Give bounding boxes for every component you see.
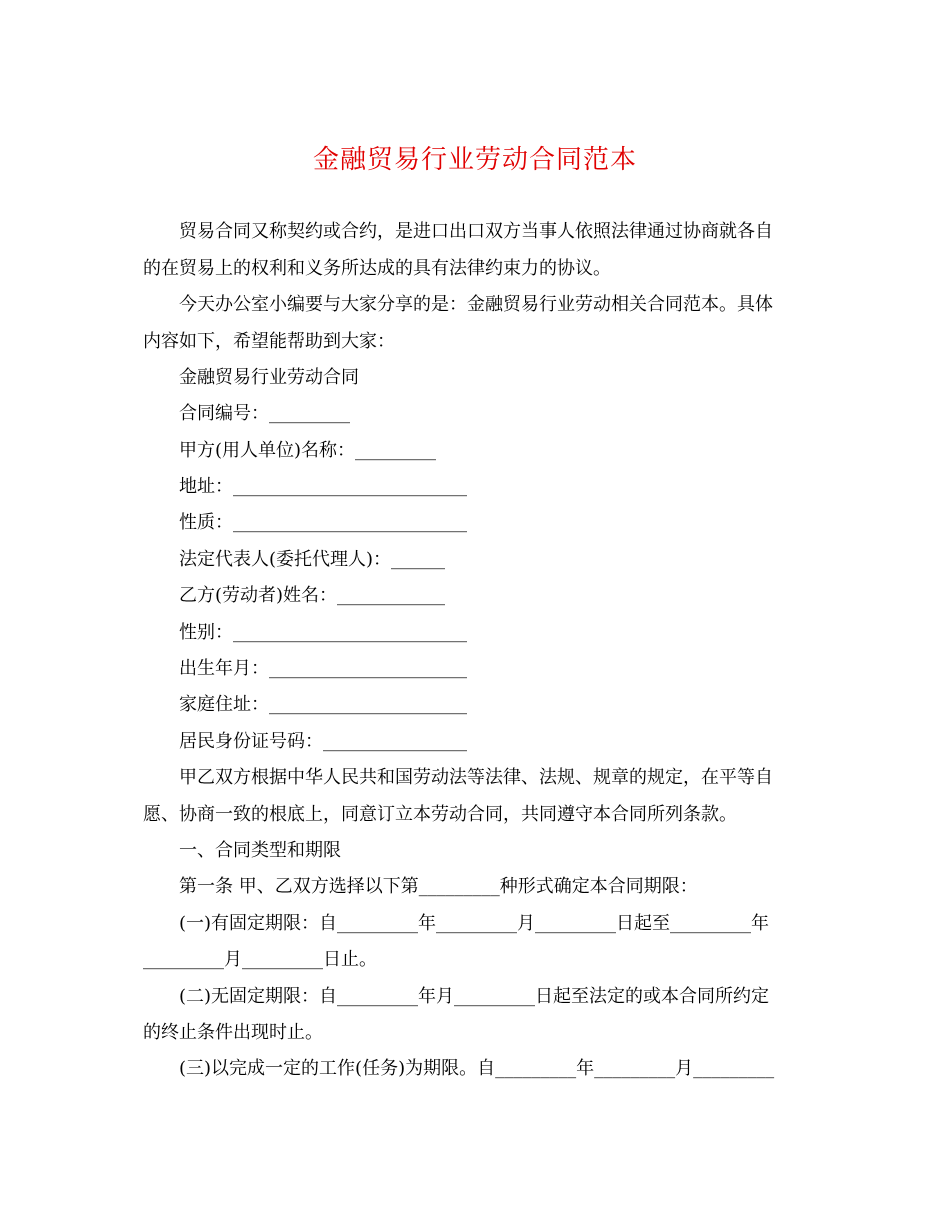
paragraph-line: 甲乙双方根据中华人民共和国劳动法等法律、法规、规章的规定，在平等自 [179, 767, 773, 788]
paragraph-line: _________月_________日止。 [143, 949, 377, 970]
paragraph-line: 今天办公室小编要与大家分享的是：金融贸易行业劳动相关合同范本。具体 [179, 294, 773, 315]
paragraph-line: 愿、协商一致的根底上，同意订立本劳动合同，共同遵守本合同所列条款。 [143, 804, 737, 825]
form-field-line: 乙方(劳动者)姓名：____________ [179, 585, 446, 606]
paragraph-line: 内容如下，希望能帮助到大家： [143, 331, 395, 352]
form-field-line: 性质：__________________________ [179, 512, 467, 533]
form-field-line: 居民身份证号码：________________ [179, 731, 467, 752]
contract-heading: 金融贸易行业劳动合同 [179, 367, 359, 388]
form-field-line: 性别：__________________________ [179, 622, 467, 643]
section-heading: 一、合同类型和期限 [179, 840, 341, 861]
paragraph-line: 的终止条件出现时止。 [143, 1022, 323, 1043]
form-field-line: 合同编号：_________ [179, 403, 350, 424]
paragraph-line: 第一条 甲、乙双方选择以下第_________种形式确定本合同期限： [179, 876, 698, 897]
paragraph-line: (三)以完成一定的工作(任务)为期限。自_________年_________月_________ [179, 1058, 775, 1079]
paragraph-line: 贸易合同又称契约或合约，是进口出口双方当事人依照法律通过协商就各自 [179, 221, 773, 242]
paragraph-line: 的在贸易上的权利和义务所达成的具有法律约束力的协议。 [143, 258, 611, 279]
form-field-line: 出生年月：______________________ [179, 658, 467, 679]
form-field-line: 地址：__________________________ [179, 476, 467, 497]
form-field-line: 甲方(用人单位)名称：_________ [179, 440, 437, 461]
document-title: 金融贸易行业劳动合同范本 [312, 145, 637, 175]
form-field-line: 法定代表人(委托代理人)：______ [179, 549, 446, 570]
paragraph-line: (一)有固定期限：自_________年_________月_________日起至_________年 [179, 913, 770, 934]
form-field-line: 家庭住址：______________________ [179, 694, 467, 715]
paragraph-line: (二)无固定期限：自_________年月_________日起至法定的或本合同所约定 [179, 986, 770, 1007]
